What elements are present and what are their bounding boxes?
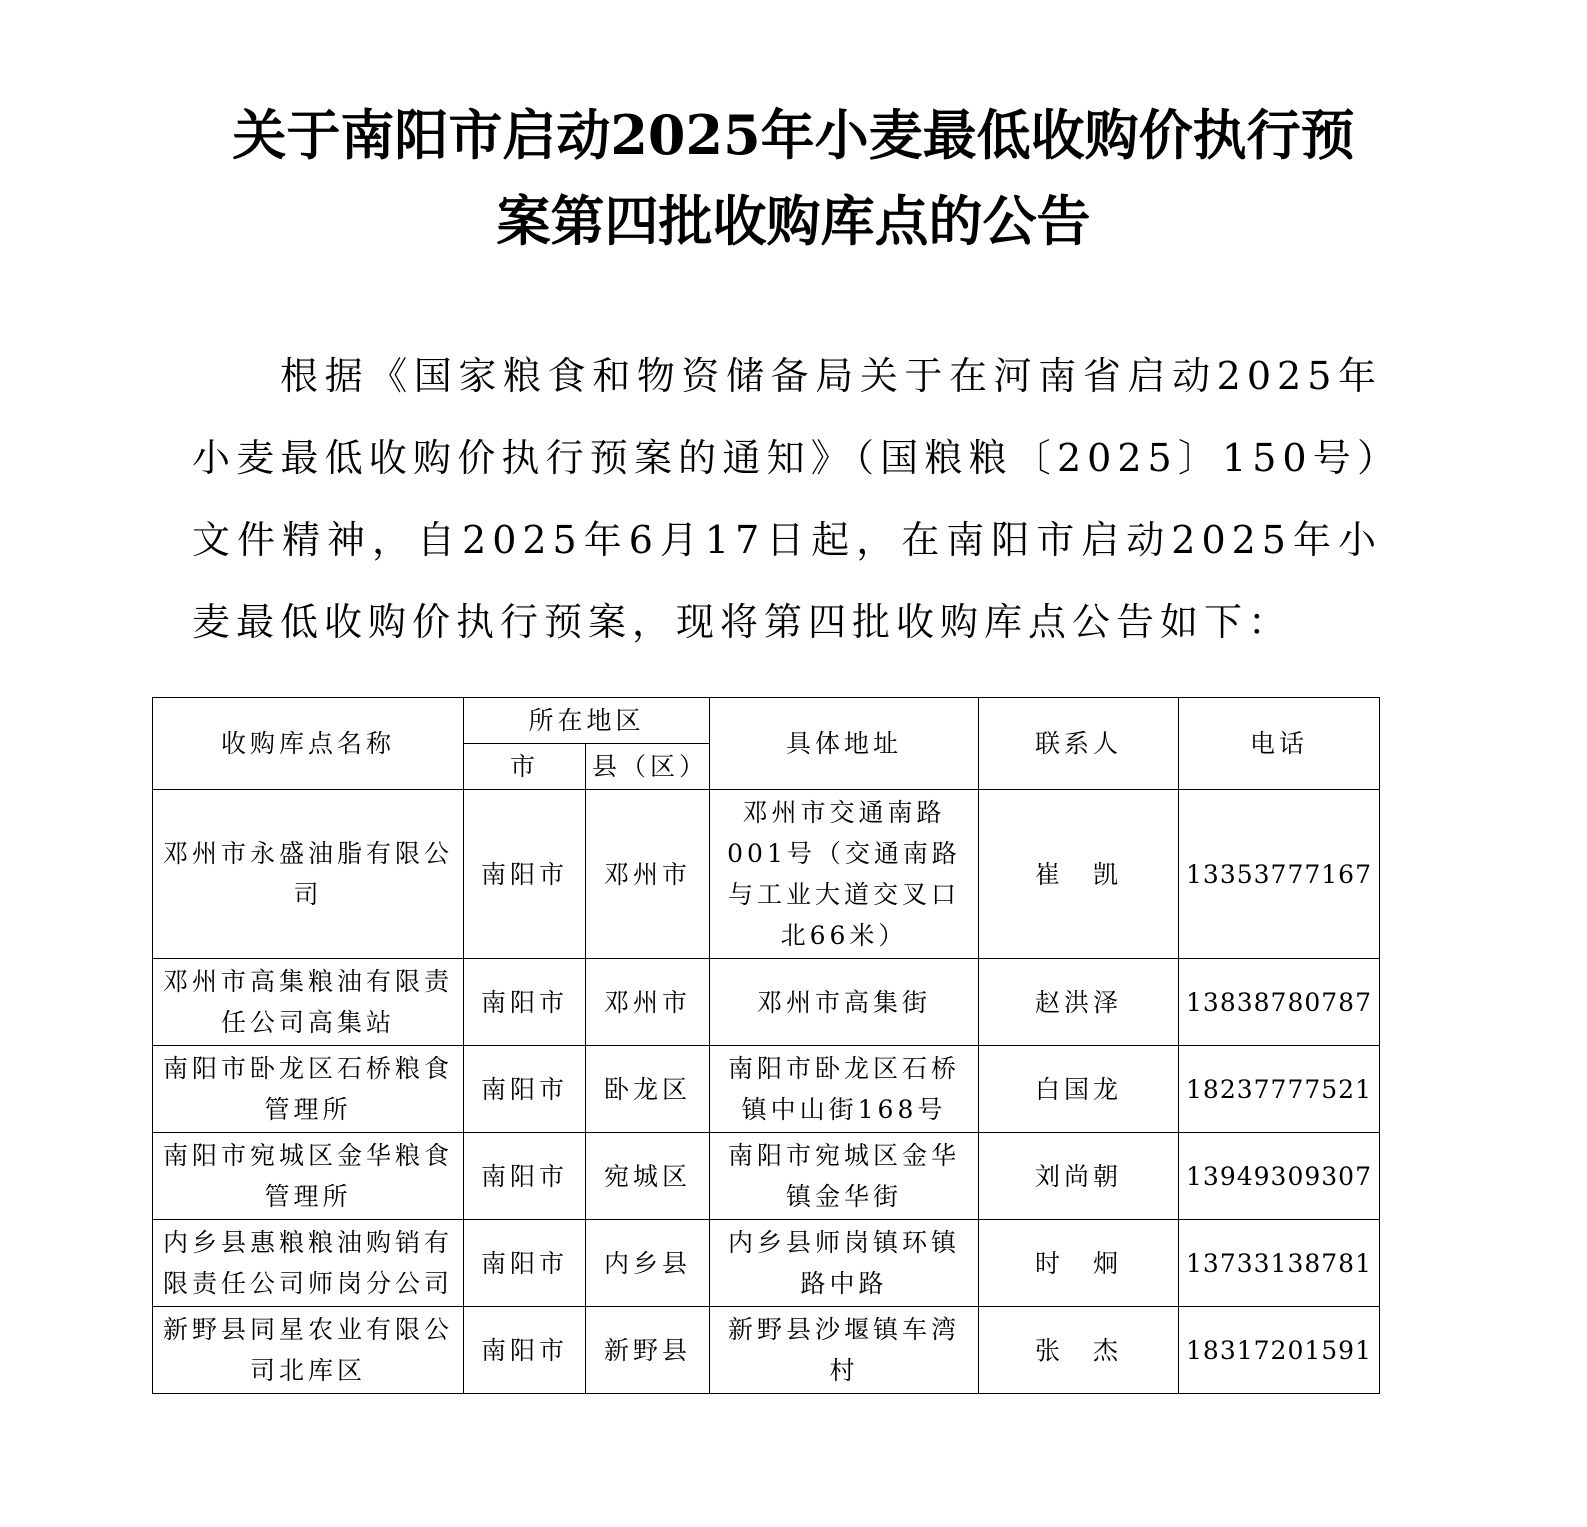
cell-address: 南阳市宛城区金华镇金华街 — [710, 1133, 979, 1220]
cell-phone: 13949309307 — [1179, 1133, 1380, 1220]
cell-city: 南阳市 — [464, 1307, 586, 1394]
cell-name: 新野县同星农业有限公司北库区 — [153, 1307, 464, 1394]
cell-contact: 张 杰 — [979, 1307, 1179, 1394]
cell-phone: 13733138781 — [1179, 1220, 1380, 1307]
table-row — [153, 1220, 1380, 1307]
cell-city: 南阳市 — [464, 959, 586, 1046]
document-title — [170, 92, 1417, 264]
title-line-2: 案第四批收购库点的公告 — [496, 189, 1091, 253]
title-line-1: 关于南阳市启动2025年小麦最低收购价执行预 — [232, 103, 1355, 167]
cell-phone: 13838780787 — [1179, 959, 1380, 1046]
cell-county: 卧龙区 — [586, 1046, 710, 1133]
cell-county: 邓州市 — [586, 790, 710, 959]
cell-city: 南阳市 — [464, 1046, 586, 1133]
cell-county: 宛城区 — [586, 1133, 710, 1220]
cell-city: 南阳市 — [464, 1133, 586, 1220]
cell-county: 邓州市 — [586, 959, 710, 1046]
cell-address: 南阳市卧龙区石桥镇中山街168号 — [710, 1046, 979, 1133]
cell-county: 新野县 — [586, 1307, 710, 1394]
header-region: 所在地区 — [464, 698, 710, 744]
cell-address: 邓州市高集街 — [710, 959, 979, 1046]
cell-address: 内乡县师岗镇环镇路中路 — [710, 1220, 979, 1307]
cell-name: 邓州市永盛油脂有限公司 — [153, 790, 464, 959]
cell-address: 邓州市交通南路001号（交通南路与工业大道交叉口北66米） — [710, 790, 979, 959]
table-row — [153, 959, 1380, 1046]
cell-name: 南阳市宛城区金华粮食管理所 — [153, 1133, 464, 1220]
header-address: 具体地址 — [710, 698, 979, 790]
cell-contact: 崔 凯 — [979, 790, 1179, 959]
table-row — [153, 1046, 1380, 1133]
header-name: 收购库点名称 — [153, 698, 464, 790]
table-row — [153, 1307, 1380, 1394]
cell-name: 南阳市卧龙区石桥粮食管理所 — [153, 1046, 464, 1133]
cell-name: 邓州市高集粮油有限责任公司高集站 — [153, 959, 464, 1046]
header-city: 市 — [464, 744, 586, 790]
table-header-row — [153, 698, 1380, 744]
table-row — [153, 790, 1380, 959]
announcement-paragraph: 根据《国家粮食和物资储备局关于在河南省启动2025年小麦最低收购价执行预案的通知》（国粮粮〔2025〕150号）文件精神，自2025年6月17日起，在南阳市启动2025年小麦最低收购价执行预案，现将第四批收购库点公告如下： — [192, 354, 1382, 644]
cell-contact: 赵洪泽 — [979, 959, 1179, 1046]
cell-name: 内乡县惠粮粮油购销有限责任公司师岗分公司 — [153, 1220, 464, 1307]
header-county: 县（区） — [586, 744, 710, 790]
cell-phone: 18317201591 — [1179, 1307, 1380, 1394]
cell-city: 南阳市 — [464, 1220, 586, 1307]
cell-county: 内乡县 — [586, 1220, 710, 1307]
cell-contact: 刘尚朝 — [979, 1133, 1179, 1220]
cell-phone: 18237777521 — [1179, 1046, 1380, 1133]
cell-city: 南阳市 — [464, 790, 586, 959]
table-row — [153, 1133, 1380, 1220]
cell-contact: 白国龙 — [979, 1046, 1179, 1133]
cell-contact: 时 炯 — [979, 1220, 1179, 1307]
cell-address: 新野县沙堰镇车湾村 — [710, 1307, 979, 1394]
header-contact: 联系人 — [979, 698, 1179, 790]
cell-phone: 13353777167 — [1179, 790, 1380, 959]
purchase-points-table — [152, 697, 1380, 1394]
header-phone: 电话 — [1179, 698, 1380, 790]
